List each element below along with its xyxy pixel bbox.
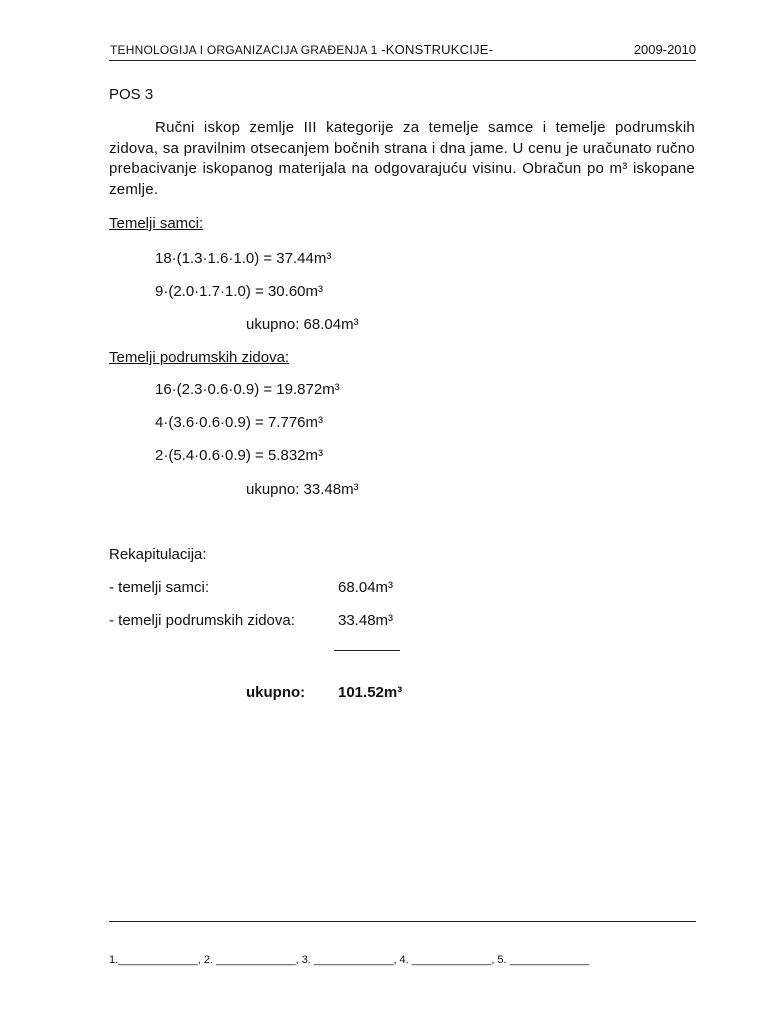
sum-divider — [334, 650, 400, 651]
grand-total-value: 101.52m³ — [338, 684, 403, 701]
grand-total-label: ukupno: — [246, 684, 306, 701]
description-text: Ručni iskop zemlje III kategorije za temelje samce i temelje podrumskih zidova, sa pravilnim otsecanjem bočnih strana i dna jame. U cenu je uračunato ručno prebacivanje iskopanog materijala na odgovarajuću visinu. Obračun po m³ iskopane zemlje. — [109, 119, 695, 198]
calc-line: 16·(2.3·0.6·0.9) = 19.872m³ — [155, 381, 340, 398]
calc-line: 9·(2.0·1.7·1.0) = 30.60m³ — [155, 283, 323, 300]
header-title-main: TEHNOLOGIJA I ORGANIZACIJA GRAĐENJA 1 — [110, 43, 378, 57]
section-title-temelji-podrumskih-zidova: Temelji podrumskih zidova: — [109, 349, 290, 366]
subtotal-line: ukupno: 68.04m³ — [246, 316, 359, 333]
header-year: 2009-2010 — [633, 42, 696, 57]
recap-title: Rekapitulacija: — [109, 546, 207, 563]
calc-line: 4·(3.6·0.6·0.9) = 7.776m³ — [155, 414, 323, 431]
calc-line: 2·(5.4·0.6·0.9) = 5.832m³ — [155, 447, 323, 464]
header-title-suffix: -KONSTRUKCIJE- — [381, 42, 494, 57]
description-paragraph — [109, 118, 695, 200]
footer-divider — [109, 921, 696, 922]
signature-blanks: 1._____________, 2. _____________, 3. _____________, 4. _____________, 5. _____________ — [109, 954, 590, 966]
position-label: POS 3 — [109, 86, 154, 103]
header-title — [110, 42, 493, 57]
calc-line: 18·(1.3·1.6·1.0) = 37.44m³ — [155, 250, 332, 267]
recap-row-label: - temelji samci: — [109, 579, 210, 596]
recap-row-value: 68.04m³ — [338, 579, 394, 596]
recap-row-value: 33.48m³ — [338, 612, 394, 629]
section-title-temelji-samci: Temelji samci: — [109, 215, 204, 232]
subtotal-line: ukupno: 33.48m³ — [246, 481, 359, 498]
page-header — [109, 42, 696, 61]
recap-row-label: - temelji podrumskih zidova: — [109, 612, 295, 629]
